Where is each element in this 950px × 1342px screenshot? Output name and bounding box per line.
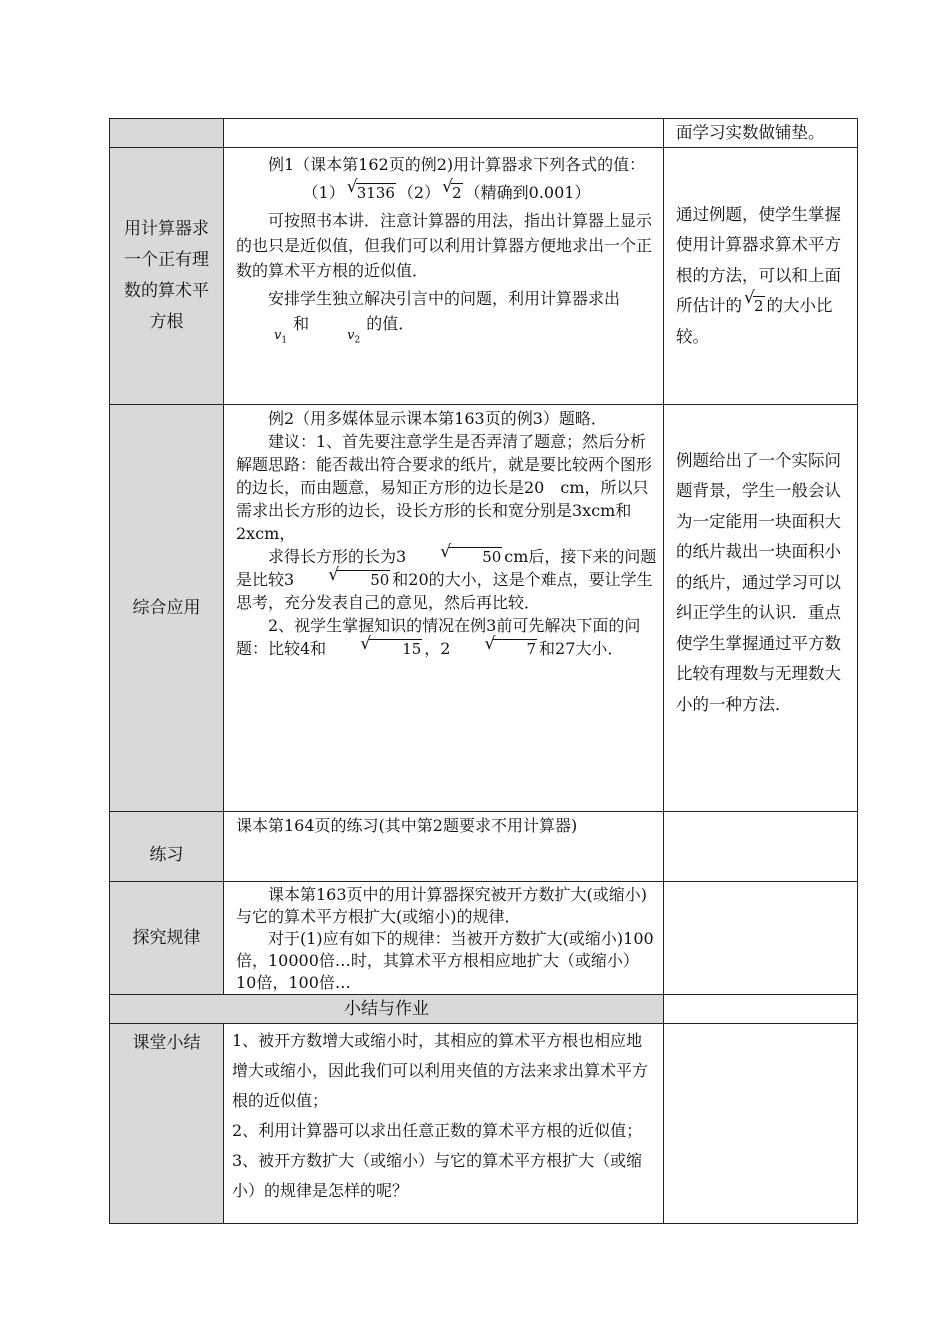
task-text: 安排学生独立解决引言中的问题，利用计算器求出 [268, 289, 621, 308]
radicand: 2 [754, 297, 764, 316]
radical-sign: √ [346, 177, 358, 197]
summary-point-3: 3、被开方数扩大（或缩小）与它的算术平方根扩大（或缩小）的规律是怎样的呢？ [232, 1151, 643, 1200]
content-practice [224, 812, 664, 882]
task-end: 的值． [366, 314, 415, 333]
radicand: 50 [337, 570, 390, 589]
row-summary [110, 1024, 858, 1224]
content-calculator [224, 148, 664, 405]
row-explore [110, 882, 858, 995]
note-explore [664, 882, 858, 995]
item-2-label: （2） [397, 183, 441, 202]
radical-sign: √ [440, 542, 452, 562]
section-title [110, 995, 664, 1024]
radical-sign: √ [442, 177, 453, 197]
content-summary [224, 1024, 664, 1224]
item-1-label: （1） [302, 183, 345, 202]
sqrt-3136 [346, 177, 396, 205]
row-section-header [110, 995, 858, 1024]
sqrt-50 [408, 542, 502, 568]
variable-v2 [315, 323, 360, 354]
rectangle-comparison [236, 542, 657, 614]
note-continuation [664, 119, 858, 148]
label-text: 用计算器求一个正有理数的算术平方根 [124, 219, 209, 332]
row-application [110, 405, 858, 812]
note-text: 通过例题，使学生掌握使用计算器求算术平方根的方法，可以和上面所估计的 [676, 204, 841, 316]
text-b: cm后，接下来的问题是比较3 [236, 547, 657, 589]
v1-subscript: 1 [281, 335, 288, 346]
text-c: 和27大小． [539, 639, 624, 658]
example-1-text: 例1（课本第162页的例2)用计算器求下列各式的值： [268, 155, 646, 174]
sqrt-2 [442, 177, 463, 205]
radical-sign: √ [328, 565, 340, 585]
summary-point-1: 1、被开方数增大或缩小时，其相应的算术平方根也相应地增大或缩小，因此我们可以利用夹值的方法来求出算术平方根的近似值； [232, 1031, 649, 1110]
radical-sign: √ [484, 634, 496, 654]
sqrt-7 [452, 634, 537, 660]
note-summary [664, 1024, 858, 1224]
text-a: 2、视学生掌握知识的情况在例3前可先解决下面的问题：比较4和 [236, 616, 641, 658]
example-2-text: 例2（用多媒体显示课本第163页的例3）题略． [268, 409, 607, 428]
v1-symbol: v [274, 328, 282, 343]
label-practice [110, 812, 224, 882]
example-1-items [236, 177, 657, 205]
suggestion-text: 建议：1、首先要注意学生是否弄清了题意；然后分析解题思路：能否裁出符合要求的纸片，就是要比较两个图形的边长，而由题意，易知正方形的边长是20 cm，所以只需求出长方形的边长，设长方形的长和宽分别是3xcm和2xcm， [236, 432, 653, 543]
radicand: 3136 [356, 184, 395, 202]
label-text: 课堂小结 [132, 1033, 201, 1053]
explore-rule: 对于(1)应有如下的规律：当被开方数扩大(或缩小)100倍，10000倍…时，其算术平方根相应地扩大（或缩小）10倍，100倍… [236, 929, 654, 992]
note-application [664, 405, 858, 812]
sqrt-15 [328, 634, 422, 660]
note-practice [664, 812, 858, 882]
content-application [224, 405, 664, 812]
note-text: 例题给出了一个实际问题背景，学生一般会认为一定能用一块面积大的纸片裁出一块面积小的纸片，通过学习可以纠正学生的认识．重点使学生掌握通过平方数比较有理数与无理数大小的一种方法． [676, 450, 841, 714]
radicand: 2 [452, 184, 462, 202]
v2-symbol: v [347, 328, 355, 343]
text-c: 和20的大小，这是个难点，要让学生思考，充分发表自己的意见，然后再比较． [236, 570, 653, 612]
label-explore [110, 882, 224, 995]
summary-point-2: 2、利用计算器可以求出任意正数的算术平方根的近似值； [232, 1121, 643, 1140]
v2-subscript: 2 [354, 335, 361, 346]
text-a: 求得长方形的长为3 [268, 547, 407, 566]
radicand: 7 [493, 639, 537, 658]
radicand: 50 [449, 547, 502, 566]
sqrt-2 [744, 288, 765, 322]
content-empty [224, 119, 664, 148]
sqrt-50 [296, 565, 390, 591]
row-continuation [110, 119, 858, 148]
note-text: 面学习实数做铺垫。 [676, 123, 825, 142]
row-calculator [110, 148, 858, 405]
practice-text: 课本第164页的练习(其中第2题要求不用计算器) [236, 816, 578, 835]
radical-sign: √ [360, 634, 372, 654]
lesson-plan-table [109, 118, 858, 1224]
note-text-end: 的大小比较。 [676, 296, 833, 346]
radical-sign: √ [744, 288, 755, 309]
text-b: ，2 [424, 639, 451, 658]
label-calculator [110, 148, 224, 405]
independent-task [236, 286, 657, 344]
content-explore [224, 882, 664, 995]
label-summary [110, 1024, 224, 1224]
note-calculator [664, 148, 858, 405]
section-title-text: 小结与作业 [344, 999, 429, 1019]
label-application [110, 405, 224, 812]
label-empty [110, 119, 224, 148]
and-word: 和 [293, 314, 310, 333]
precision-note: （精确到0.001） [464, 183, 591, 202]
extra-problem [236, 614, 657, 660]
label-text: 探究规律 [132, 927, 201, 948]
note-section [664, 995, 858, 1024]
label-text: 综合应用 [132, 597, 201, 618]
variable-v1 [242, 323, 287, 354]
label-text: 练习 [149, 845, 184, 865]
explore-text: 课本第163页中的用计算器探究被开方数扩大(或缩小)与它的算术平方根扩大(或缩小)的规律． [236, 885, 648, 926]
row-practice [110, 812, 858, 882]
calculator-explanation: 可按照书本讲．注意计算器的用法，指出计算器上显示的也只是近似值，但我们可以利用计算器方便地求出一个正数的算术平方根的近似值． [236, 211, 653, 280]
radicand: 15 [369, 639, 422, 658]
